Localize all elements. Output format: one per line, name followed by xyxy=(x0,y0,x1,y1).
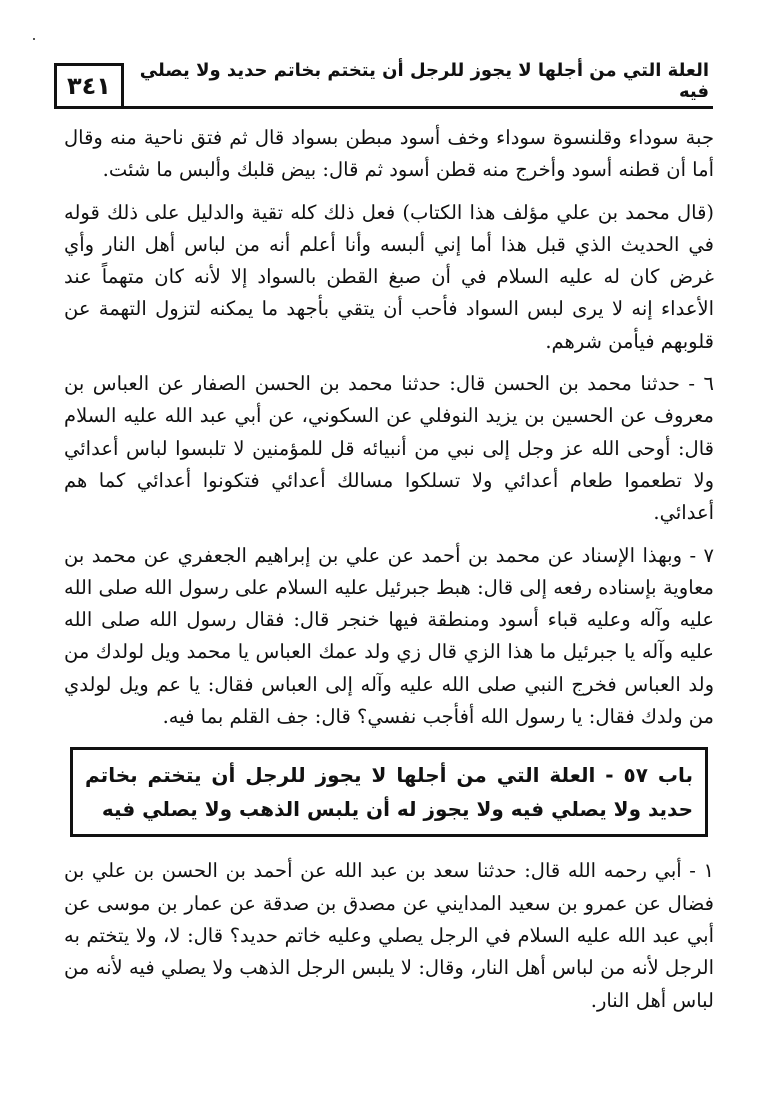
chapter-heading-box: باب ٥٧ - العلة التي من أجلها لا يجوز للرجل أن يتختم بخاتم حديد ولا يصلي فيه ولا يجوز له أن يلبس الذهب ولا يصلي فيه xyxy=(70,747,708,837)
paragraph-chapter-hadith-1: ١ - أبي رحمه الله قال: حدثنا سعد بن عبد الله عن أحمد بن الحسن بن علي بن فضال عن عمرو بن سعيد المدايني عن مصدق بن صدقة عن عمار بن موسى عن أبي عبد الله عليه السلام في الرجل يصلي وعليه خاتم حديد؟ قال: لا، ولا يتختم به الرجل لأنه من لباس أهل النار، وقال: لا يلبس الرجل الذهب ولا يصلي فيه لأنه من لباس أهل النار. xyxy=(64,859,714,1012)
paragraph-hadith-7: ٧ - وبهذا الإسناد عن محمد بن أحمد عن علي بن إبراهيم الجعفري عن محمد بن معاوية بإسناده رفعه إلى قال: هبط جبرئيل عليه السلام على رسول الله صلى الله عليه وآله وعليه قباء أسود ومنطقة فيها خنجر قال: فقال رسول الله صلى الله عليه وآله يا جبرئيل ما هذا الزي قال زي ولد عمك العباس يا محمد ويل لولدك من ولد العباس فخرج النبي صلى الله عليه وآله إلى العباس فقال: يا عم ويل لولدي من ولدك فقال: يا رسول الله أفأجب نفسي؟ قال: جف القلم بما فيه. xyxy=(64,543,714,729)
page-body xyxy=(64,122,714,1027)
paragraph-2: (قال محمد بن علي مؤلف هذا الكتاب) فعل ذلك كله تقية والدليل على ذلك قوله في الحديث الذي قبل هذا أما إني ألبسه وأنا أعلم أنه من لباس أهل النار وأي غرض كان له عليه السلام في أن صبغ القطن بالسواد إلا لأنه كان متهماً عند الأعداء إنه لا يرى لبس السواد فأحب أن يتقي بأجهد ما يمكنه لتزول التهمة عن قلوبهم فيأمن شرهم. xyxy=(64,200,714,353)
page-header xyxy=(54,60,713,109)
margin-mark xyxy=(33,38,35,40)
paragraph-1: جبة سوداء وقلنسوة سوداء وخف أسود مبطن بسواد قال ثم فتق ناحية منه وقال أما أن قطنه أسود وأخرج منه قطن أسود ثم قال: بيض قلبك وألبس ما شئت. xyxy=(64,126,714,182)
page-number: ٣٤١ xyxy=(54,63,124,106)
paragraph-hadith-6: ٦ - حدثنا محمد بن الحسن قال: حدثنا محمد بن الحسن الصفار عن العباس بن معروف عن الحسين بن يزيد النوفلي عن السكوني، عن أبي عبد الله عليه السلام قال: أوحى الله عز وجل إلى نبي من أنبيائه قل للمؤمنين لا تلبسوا لباس أعدائي ولا تطعموا طعام أعدائي ولا تسلكوا مسالك أعدائي فتكونوا أعدائي كما هم أعدائي. xyxy=(64,372,714,525)
running-title: العلة التي من أجلها لا يجوز للرجل أن يتختم بخاتم حديد ولا يصلي فيه xyxy=(139,60,709,102)
